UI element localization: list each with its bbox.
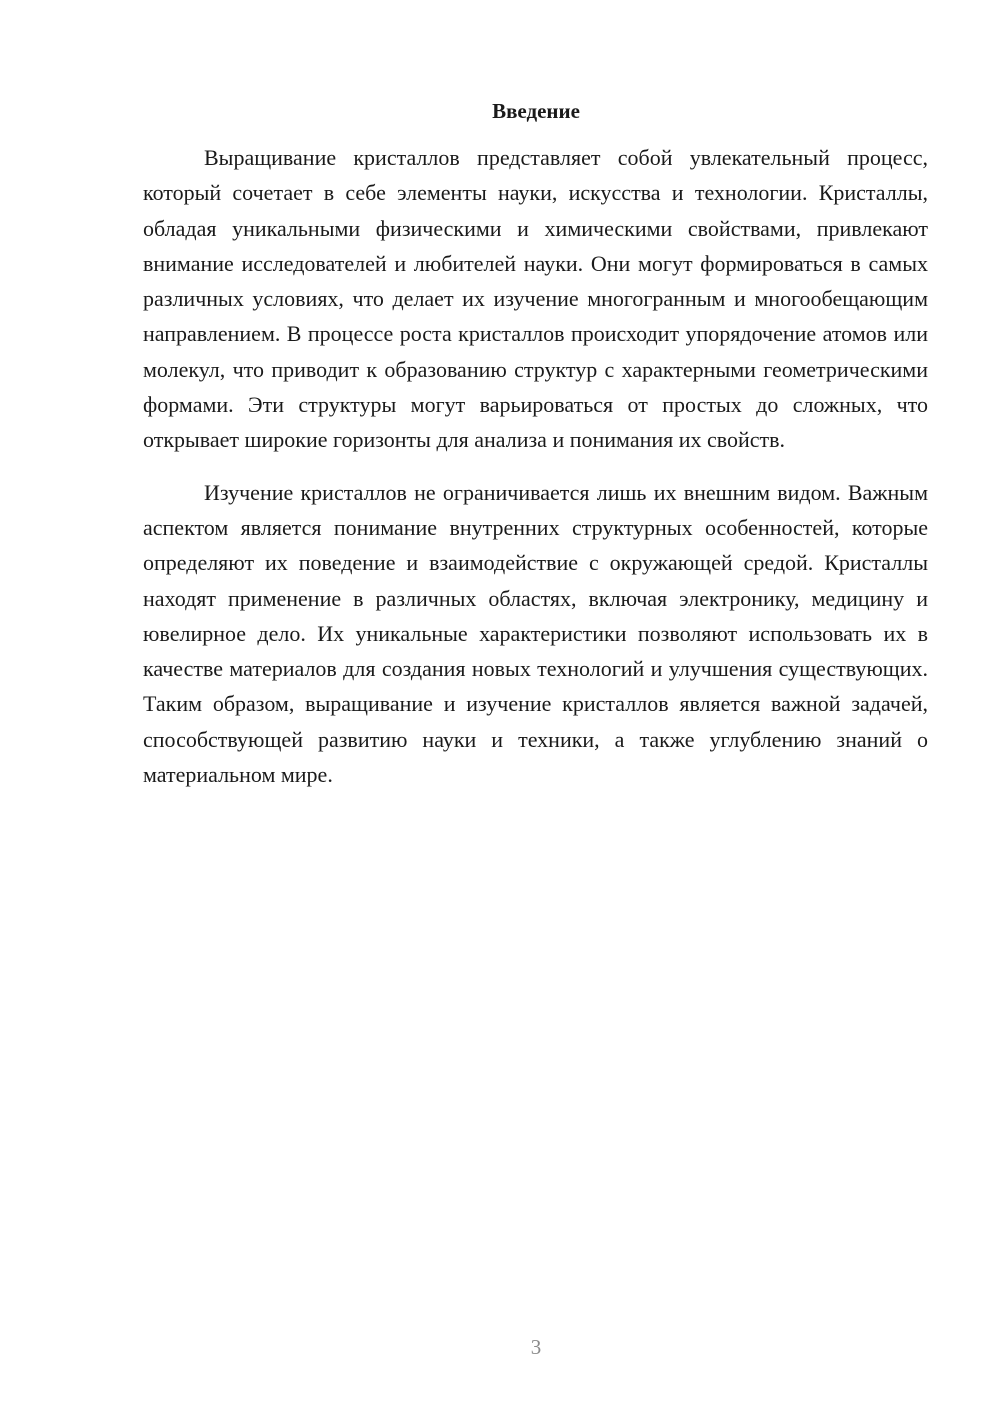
paragraph-1: Выращивание кристаллов представляет собой увлекательный процесс, который сочетает в себе элементы науки, искусства и технологии. Кристаллы, обладая уникальными физическими и химическими свойствами, привлекают внимание исследователей и любителей науки. Они могут формироваться в самых различных условиях, что делает их изучение многогранным и многообещающим направлением. В процессе роста кристаллов происходит упорядочение атомов или молекул, что приводит к образованию структур с характерными геометрическими формами. Эти структуры могут варьироваться от простых до сложных, что открывает широкие горизонты для анализа и понимания их свойств. [143,145,928,453]
paragraph-2: Изучение кристаллов не ограничивается лишь их внешним видом. Важным аспектом является понимание внутренних структурных особенностей, которые определяют их поведение и взаимодействие с окружающей средой. Кристаллы находят применение в различных областях, включая электронику, медицину и ювелирное дело. Их уникальные характеристики позволяют использовать их в качестве материалов для создания новых технологий и улучшения существующих. Таким образом, выращивание и изучение кристаллов является важной задачей, способствующей развитию науки и техники, а также углублению знаний о материальном мире. [143,479,928,788]
body-text [143,140,928,792]
section-heading: Введение [492,99,580,123]
page-number: 3 [530,1335,542,1359]
